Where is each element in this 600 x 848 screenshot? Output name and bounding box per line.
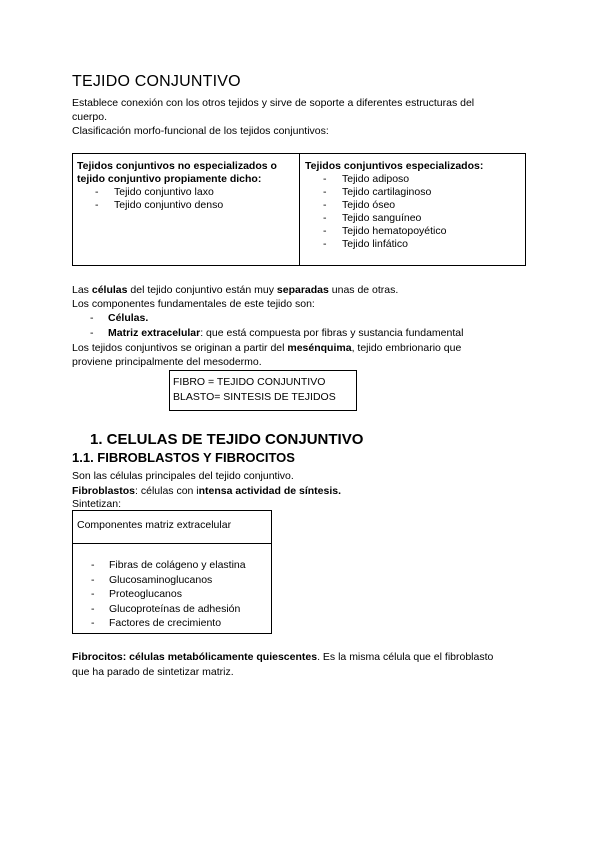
list-item: - Matriz extracelular: que está compuesta por fibras y sustancia fundamental: [72, 326, 463, 341]
list-item: - Tejido conjuntivo laxo: [77, 186, 295, 199]
components-intro: Los componentes fundamentales de este tejido son:: [72, 298, 315, 310]
list-item: - Proteoglucanos: [73, 587, 246, 602]
list-item: - Tejido cartilaginoso: [305, 186, 521, 199]
classification-table: [72, 153, 526, 266]
list-item: - Glucosaminoglucanos: [73, 573, 246, 588]
list-item: - Glucoproteínas de adhesión: [73, 602, 246, 617]
list-item: - Tejido sanguíneo: [305, 212, 521, 225]
main-cells-line: Son las células principales del tejido conjuntivo.: [72, 470, 294, 482]
specialized-list: [305, 173, 521, 251]
origin-paragraph-line-1: Los tejidos conjuntivos se originan a partir del mesénquima, tejido embrionario que: [72, 342, 462, 354]
specialized-heading: Tejidos conjuntivos especializados:: [305, 160, 484, 172]
list-item: - Tejido linfático: [305, 238, 521, 251]
list-item: - Tejido hematopoyético: [305, 225, 521, 238]
intro-line-2: cuerpo.: [72, 111, 108, 123]
matrix-components-box: [72, 510, 272, 634]
fibroblastos-line: Fibroblastos: células con intensa actividad de síntesis.: [72, 485, 342, 497]
fibro-line: FIBRO = TEJIDO CONJUNTIVO: [173, 376, 326, 388]
specialized-column: [300, 154, 525, 265]
list-item: - Tejido conjuntivo denso: [77, 199, 295, 212]
non-specialized-heading-2: tejido conjuntivo propiamente dicho:: [77, 173, 262, 185]
non-specialized-column: [73, 154, 300, 265]
fibro-definition-box: [169, 370, 357, 411]
components-list: [72, 311, 463, 340]
page-title: TEJIDO CONJUNTIVO: [72, 73, 241, 90]
non-specialized-list: [77, 186, 295, 212]
blasto-line: BLASTO= SINTESIS DE TEJIDOS: [173, 391, 336, 403]
sintetizan-label: Sintetizan:: [72, 498, 122, 510]
list-item: - Tejido óseo: [305, 199, 521, 212]
intro-line-1: Establece conexión con los otros tejidos y sirve de soporte a diferentes estructuras del: [72, 97, 475, 109]
fibrocitos-line-2: que ha parado de sintetizar matriz.: [72, 666, 234, 678]
list-item: - Tejido adiposo: [305, 173, 521, 186]
subsection-heading: 1.1. FIBROBLASTOS Y FIBROCITOS: [72, 450, 295, 465]
non-specialized-heading-1: Tejidos conjuntivos no especializados o: [77, 160, 277, 172]
matrix-components-list: [73, 558, 246, 631]
divider: [73, 543, 271, 544]
cells-paragraph: Las células del tejido conjuntivo están muy separadas unas de otras.: [72, 284, 399, 296]
list-item: - Células.: [72, 311, 463, 326]
intro-line-3: Clasificación morfo-funcional de los tejidos conjuntivos:: [72, 125, 329, 137]
fibrocitos-line-1: Fibrocitos: células metabólicamente quiescentes. Es la misma célula que el fibroblasto: [72, 651, 494, 663]
list-item: - Fibras de colágeno y elastina: [73, 558, 246, 573]
section-heading: 1. CELULAS DE TEJIDO CONJUNTIVO: [90, 431, 364, 448]
matrix-box-title: Componentes matriz extracelular: [77, 519, 232, 531]
origin-paragraph-line-2: proviene principalmente del mesodermo.: [72, 356, 262, 368]
list-item: - Factores de crecimiento: [73, 616, 246, 631]
